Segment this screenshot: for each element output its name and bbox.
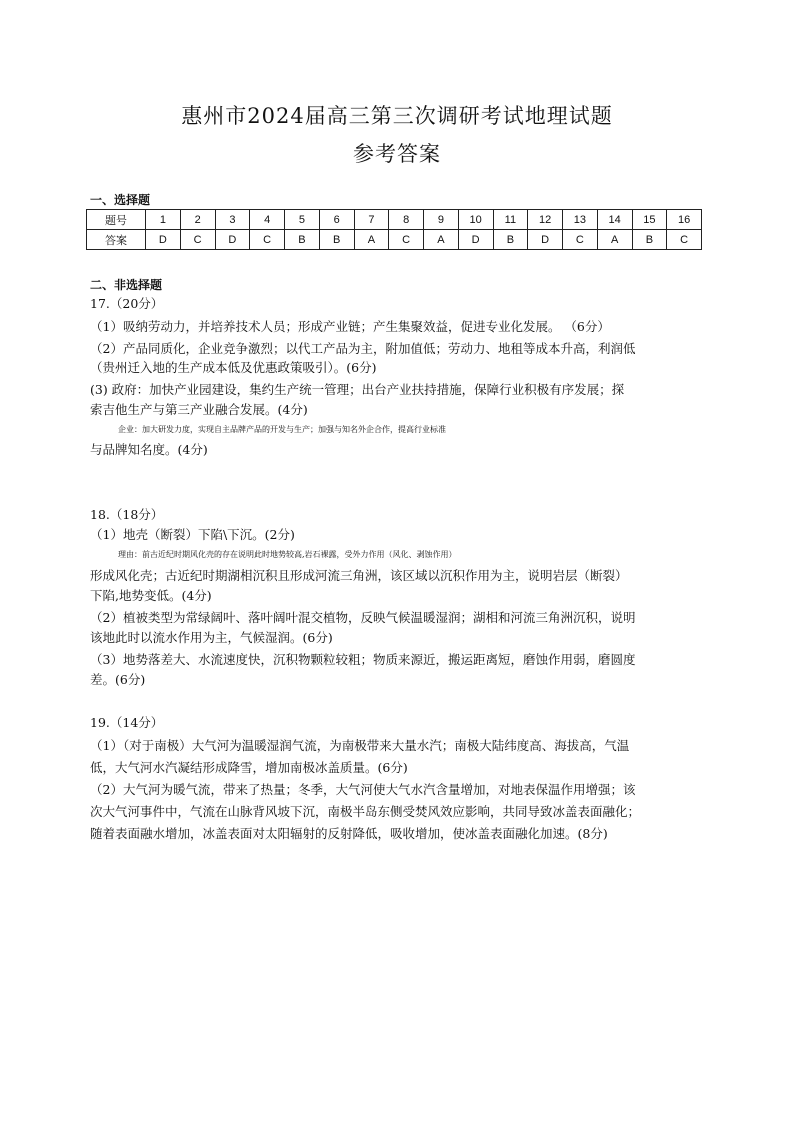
answer-line: （1）地壳（断裂）下陷\下沉。(2分)	[90, 527, 295, 542]
table-cell: C	[389, 230, 424, 250]
answer-line: （2）植被类型为常绿阔叶、落叶阔叶混交植物，反映气候温暖湿润；湖相和河流三角洲沉积，说明	[90, 610, 636, 625]
table-header-cell: 答案	[87, 230, 146, 250]
table-cell: B	[319, 230, 354, 250]
table-cell: A	[424, 230, 459, 250]
page-title: 惠州市2024届高三第三次调研考试地理试题	[181, 104, 613, 128]
table-row-question-numbers	[87, 210, 702, 230]
answer-line: （3）地势落差大、水流速度快，沉积物颗粒较粗；物质来源近，搬运距离短，磨蚀作用弱，磨圆度	[90, 652, 636, 667]
table-cell: 14	[597, 210, 632, 230]
answer-line: （2）产品同质化，企业竞争激烈；以代工产品为主，附加值低；劳动力、地租等成本升高，利润低	[90, 341, 636, 356]
table-cell: C	[563, 230, 598, 250]
table-cell: 12	[528, 210, 563, 230]
table-cell: 13	[563, 210, 598, 230]
answer-line: （2）大气河为暖气流，带来了热量；冬季，大气河使大气水汽含量增加，对地表保温作用增强；该	[90, 782, 636, 797]
table-cell: D	[528, 230, 563, 250]
answer-line: 形成风化壳；古近纪时期湖相沉积且形成河流三角洲，该区域以沉积作用为主，说明岩层（断裂）	[90, 568, 628, 583]
table-cell: 11	[493, 210, 528, 230]
answer-table	[86, 209, 702, 250]
question-heading: 17.（20分）	[90, 296, 164, 311]
answer-line: 差。(6分)	[90, 672, 146, 687]
answer-line: 随着表面融水增加，冰盖表面对太阳辐射的反射降低，吸收增加，使冰盖表面融化加速。(8分)	[90, 826, 608, 841]
table-cell: 7	[354, 210, 389, 230]
table-cell: D	[458, 230, 493, 250]
answer-line: 下陷,地势变低。(4分)	[90, 588, 212, 603]
table-cell: 1	[146, 210, 181, 230]
answer-line: 该地此时以流水作用为主，气候湿润。(6分)	[90, 630, 333, 645]
answer-line: (3) 政府：加快产业园建设，集约生产统一管理；出台产业扶持措施，保障行业积极有序发展；探	[90, 382, 625, 397]
answer-line: 低，大气河水汽凝结形成降雪，增加南极冰盖质量。(6分)	[90, 760, 408, 775]
table-cell: 4	[250, 210, 285, 230]
table-cell: 6	[319, 210, 354, 230]
table-cell: C	[180, 230, 215, 250]
table-cell: A	[354, 230, 389, 250]
answer-line: 企业：加大研发力度，实现自主品牌产品的开发与生产；加强与知名外企合作，提高行业标准	[118, 425, 446, 434]
answer-line: 索吉他生产与第三产业融合发展。(4分)	[90, 402, 308, 417]
table-cell: 5	[285, 210, 320, 230]
answer-line: （1）（对于南极）大气河为温暖湿润气流，为南极带来大量水汽；南极大陆纬度高、海拔高，气温	[90, 738, 630, 753]
table-cell: D	[146, 230, 181, 250]
table-cell: B	[285, 230, 320, 250]
table-cell: 3	[215, 210, 250, 230]
table-row-answers	[87, 230, 702, 250]
table-cell: C	[667, 230, 702, 250]
table-cell: 15	[632, 210, 667, 230]
table-cell: D	[215, 230, 250, 250]
table-cell: B	[632, 230, 667, 250]
section-heading-nonchoice: 二、非选择题	[90, 278, 163, 292]
table-cell: B	[493, 230, 528, 250]
table-cell: 8	[389, 210, 424, 230]
table-cell: 2	[180, 210, 215, 230]
question-heading: 18.（18分）	[90, 507, 164, 522]
answer-line: 次大气河事件中，气流在山脉背风坡下沉，南极半岛东侧受焚风效应影响，共同导致冰盖表面融化；	[90, 804, 641, 819]
answer-line: 与品牌知名度。(4分)	[90, 442, 208, 457]
table-header-cell: 题号	[87, 210, 146, 230]
table-cell: 9	[424, 210, 459, 230]
question-heading: 19.（14分）	[90, 715, 164, 730]
table-cell: 16	[667, 210, 702, 230]
table-cell: C	[250, 230, 285, 250]
table-cell: 10	[458, 210, 493, 230]
answer-line: （贵州迁入地的生产成本低及优惠政策吸引）。(6分)	[90, 360, 377, 375]
answer-line: （1）吸纳劳动力，并培养技术人员；形成产业链；产生集聚效益，促进专业化发展。 （6分）	[90, 319, 610, 334]
answer-line: 理由：前古近纪时期风化壳的存在说明此时地势较高,岩石裸露，受外力作用（风化、剥蚀作用）	[118, 550, 457, 559]
section-heading-choice: 一、选择题	[90, 193, 151, 207]
table-cell: A	[597, 230, 632, 250]
page-subtitle: 参考答案	[353, 142, 441, 166]
